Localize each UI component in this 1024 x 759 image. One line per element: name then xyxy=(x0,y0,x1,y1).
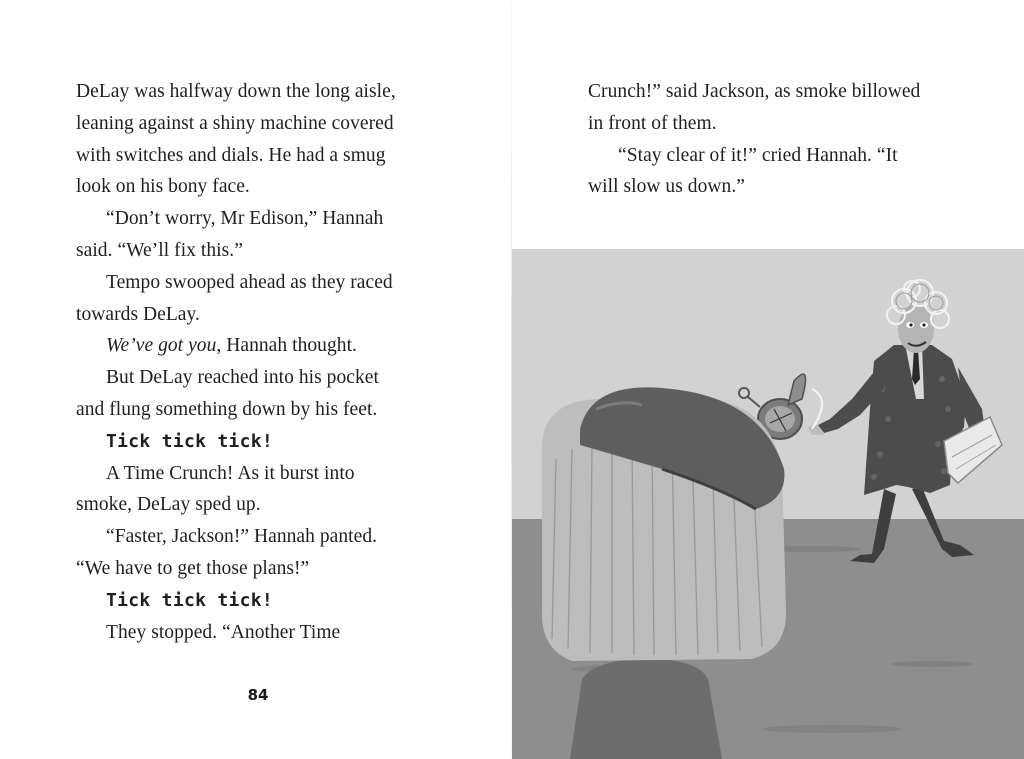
text-line: DeLay was halfway down the long aisle, xyxy=(76,81,396,102)
text-line: leaning against a shiny machine covered xyxy=(76,112,394,134)
text-line: “Don’t worry, Mr Edison,” Hannah xyxy=(106,208,384,230)
text-line: Crunch!” said Jackson, as smoke billowed xyxy=(588,81,921,102)
illustration-canvas xyxy=(512,249,1024,759)
text-line: with switches and dials. He had a smug xyxy=(76,144,386,166)
line-suffix: , Hannah thought. xyxy=(216,335,357,357)
text-line: look on his bony face. xyxy=(76,176,250,198)
text-line: “We have to get those plans!” xyxy=(76,557,310,579)
left-page-text xyxy=(76,76,496,648)
text-line: said. “We’ll fix this.” xyxy=(76,239,243,261)
left-page xyxy=(0,0,511,759)
villain-throws-pocket-watch-illustration xyxy=(512,249,1024,759)
italic-thought: We’ve got you xyxy=(106,335,217,357)
text-line: in front of them. xyxy=(588,112,717,134)
page-number: 84 xyxy=(247,686,269,704)
text-line xyxy=(76,585,496,617)
text-line: “Stay clear of it!” cried Hannah. “It xyxy=(618,144,898,166)
text-line: But DeLay reached into his pocket xyxy=(106,367,379,389)
text-line: towards DeLay. xyxy=(76,303,200,325)
text-line xyxy=(76,426,496,458)
text-line: Tempo swooped ahead as they raced xyxy=(106,271,393,293)
sound-effect-text: Tick tick tick! xyxy=(106,589,274,611)
right-page xyxy=(512,0,1024,759)
text-line: and flung something down by his feet. xyxy=(76,398,378,420)
text-line xyxy=(76,330,496,362)
sound-effect-text: Tick tick tick! xyxy=(106,430,274,452)
text-line: A Time Crunch! As it burst into xyxy=(106,462,355,484)
text-line: “Faster, Jackson!” Hannah panted. xyxy=(106,526,378,548)
text-line: smoke, DeLay sped up. xyxy=(76,494,261,516)
text-line: will slow us down.” xyxy=(588,176,745,198)
text-line: They stopped. “Another Time xyxy=(106,621,341,643)
right-page-text xyxy=(588,76,1008,203)
